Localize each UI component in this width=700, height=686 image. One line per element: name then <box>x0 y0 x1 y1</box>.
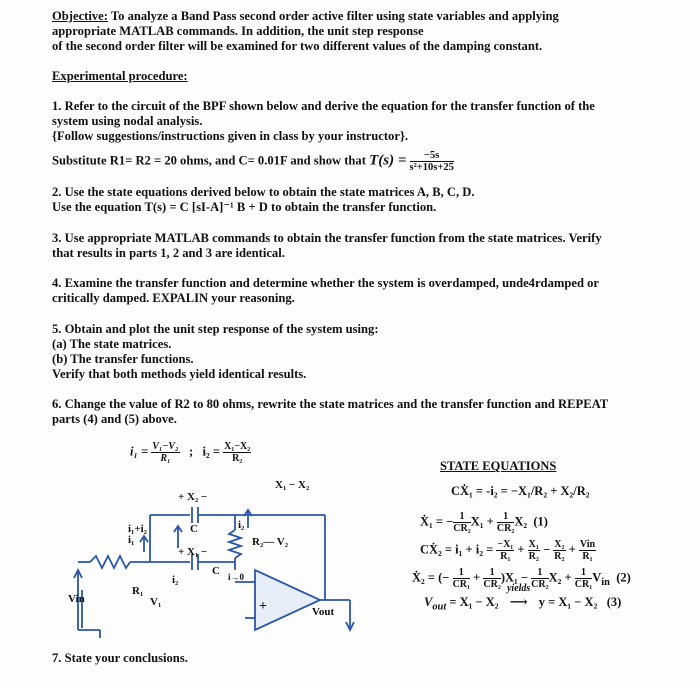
yields-label: yields <box>506 583 531 594</box>
eq1-label: (1) <box>533 514 548 529</box>
label-plus-x2-minus: + X₂ − <box>178 491 208 503</box>
state-equation-1: Ẋ₁ = − $\frac{1}{\text{CR₂}}$ X₁ + $\frac{1}{\text{CR₂}}$ X₂ (1) <box>420 511 548 534</box>
label-i2-top: i₂ <box>238 519 245 531</box>
state-equation-3: $V_{out} = X_1 - X_2$ yields ⟶ y = X₁ − X₂ (3) <box>424 583 622 613</box>
eq2-label: (2) <box>616 570 631 585</box>
step6-line-2: parts (4) and (5) above. <box>52 412 177 426</box>
step5-line-2: (a) The state matrices. <box>52 337 172 351</box>
label-plus-input: + <box>259 599 267 614</box>
label-r2-v2: R₂— V₂ <box>252 536 289 548</box>
tf-denominator: s²+10s+25 <box>409 162 454 173</box>
resistor-r1-symbol <box>90 556 130 568</box>
label-c-top: C <box>190 523 198 535</box>
step1-line-4: Substitute R1= R2 = 20 ohms, and C= 0.01F and show that T(s) = $\frac{-5s}{\text{s²+10s+25}}$ <box>52 150 454 173</box>
step5-line-1: 5. Obtain and plot the unit step response of the system using: <box>52 322 379 336</box>
label-c-lower: C <box>212 565 220 577</box>
step3-line-2: that results in parts 1, 2 and 3 are identical. <box>52 246 285 260</box>
objective-label: Objective: <box>52 9 108 23</box>
label-vout: Vout <box>312 606 335 618</box>
objective-line-3: of the second order filter will be examined for two different values of the damping constant. <box>52 39 543 53</box>
step1-line-3: {Follow suggestions/instructions given in class by your instructor}. <box>52 129 409 143</box>
state-equation-cx2: CẊ₂ = i₁ + i₂ = $\frac{\text{−X₁}}{\text{R₁}}$ + $\frac{\text{X₁}}{\text{R₂}}$ − $\frac{\text{X₂}}{\text{R₂}}$ + $\frac{\text{Vin}}{\text{R₁}}$ <box>420 539 596 562</box>
step4-line-1: 4. Examine the transfer function and determine whether the system is overdamped, unde4rdamped or <box>52 276 599 290</box>
procedure-heading: Experimental procedure: <box>52 69 188 83</box>
tf-numerator: −5s <box>410 150 454 162</box>
step5-line-4: Verify that both methods yield identical results. <box>52 367 307 381</box>
objective-line-2: appropriate MATLAB commands. In addition, the unit step response <box>52 24 424 38</box>
state-equation-cx1: CẊ₁ = -i₂ = −X₁/R₂ + X₂/R₂ <box>451 484 590 498</box>
transfer-function-fraction <box>410 150 454 173</box>
label-plus-x1-minus: + X₁ − <box>178 546 208 558</box>
step3-line-1: 3. Use appropriate MATLAB commands to obtain the transfer function from the state matrices. Verify <box>52 231 602 245</box>
eq3-label: (3) <box>606 595 622 609</box>
label-r1: R₁ <box>132 585 144 597</box>
step2-line-1: 2. Use the state equations derived below to obtain the state matrices A, B, C, D. <box>52 185 475 199</box>
label-i2-lower: i₂ <box>172 574 179 586</box>
state-equations-heading: STATE EQUATIONS <box>440 459 557 473</box>
label-x1-minus-x2: X₁ − X₂ <box>275 479 310 491</box>
step2-line-2: Use the equation T(s) = C [sI-A]⁻¹ B + D to obtain the transfer function. <box>52 200 437 214</box>
current-definitions: i₁ = $\frac{\text{V₁−V₂}}{\text{R₁}}$ ; i₂ = $\frac{\text{X₁−X₂}}{\text{R₂}}$ <box>130 441 251 464</box>
step6-line-1: 6. Change the value of R2 to 80 ohms, rewrite the state matrices and the transfer function and REPEAT <box>52 397 609 411</box>
step7-line: 7. State your conclusions. <box>52 651 188 665</box>
label-v1: V₁ <box>150 596 162 608</box>
label-i1-plus-i2: i₁+i₂ <box>128 523 147 535</box>
step1-line-2: system using nodal analysis. <box>52 114 203 128</box>
i1-fraction: $\frac{\text{V₁−V₂}}{\text{R₁}}$ <box>152 441 179 464</box>
step1-line-1: 1. Refer to the circuit of the BPF shown below and derive the equation for the transfer function of the <box>52 99 595 113</box>
label-i1: i₁ <box>128 534 135 546</box>
i2-fraction: $\frac{\text{X₁−X₂}}{\text{R₂}}$ <box>224 441 251 464</box>
step5-line-3: (b) The transfer functions. <box>52 352 194 366</box>
objective-line-1: Objective: To analyze a Band Pass second order active filter using state variables and applying <box>52 9 559 23</box>
step4-line-2: critically damped. EXPALIN your reasoning. <box>52 291 295 305</box>
resistor-r2-symbol <box>229 530 241 558</box>
label-vin: Vin <box>68 593 85 605</box>
label-i-zero: i→0 <box>228 572 245 582</box>
transfer-function-lhs: T(s) = <box>369 152 407 169</box>
state-equation-2: Ẋ₂ = (− $\frac{1}{\text{CR₁}}$ + $\frac{1}{\text{CR₂}}$ )X₁ − $\frac{1}{\text{CR₂}}$ X₂ + $\frac{1}{\text{CR₁}}$ $V_{in}$ (2) <box>412 567 631 590</box>
bpf-circuit-diagram <box>60 470 390 640</box>
